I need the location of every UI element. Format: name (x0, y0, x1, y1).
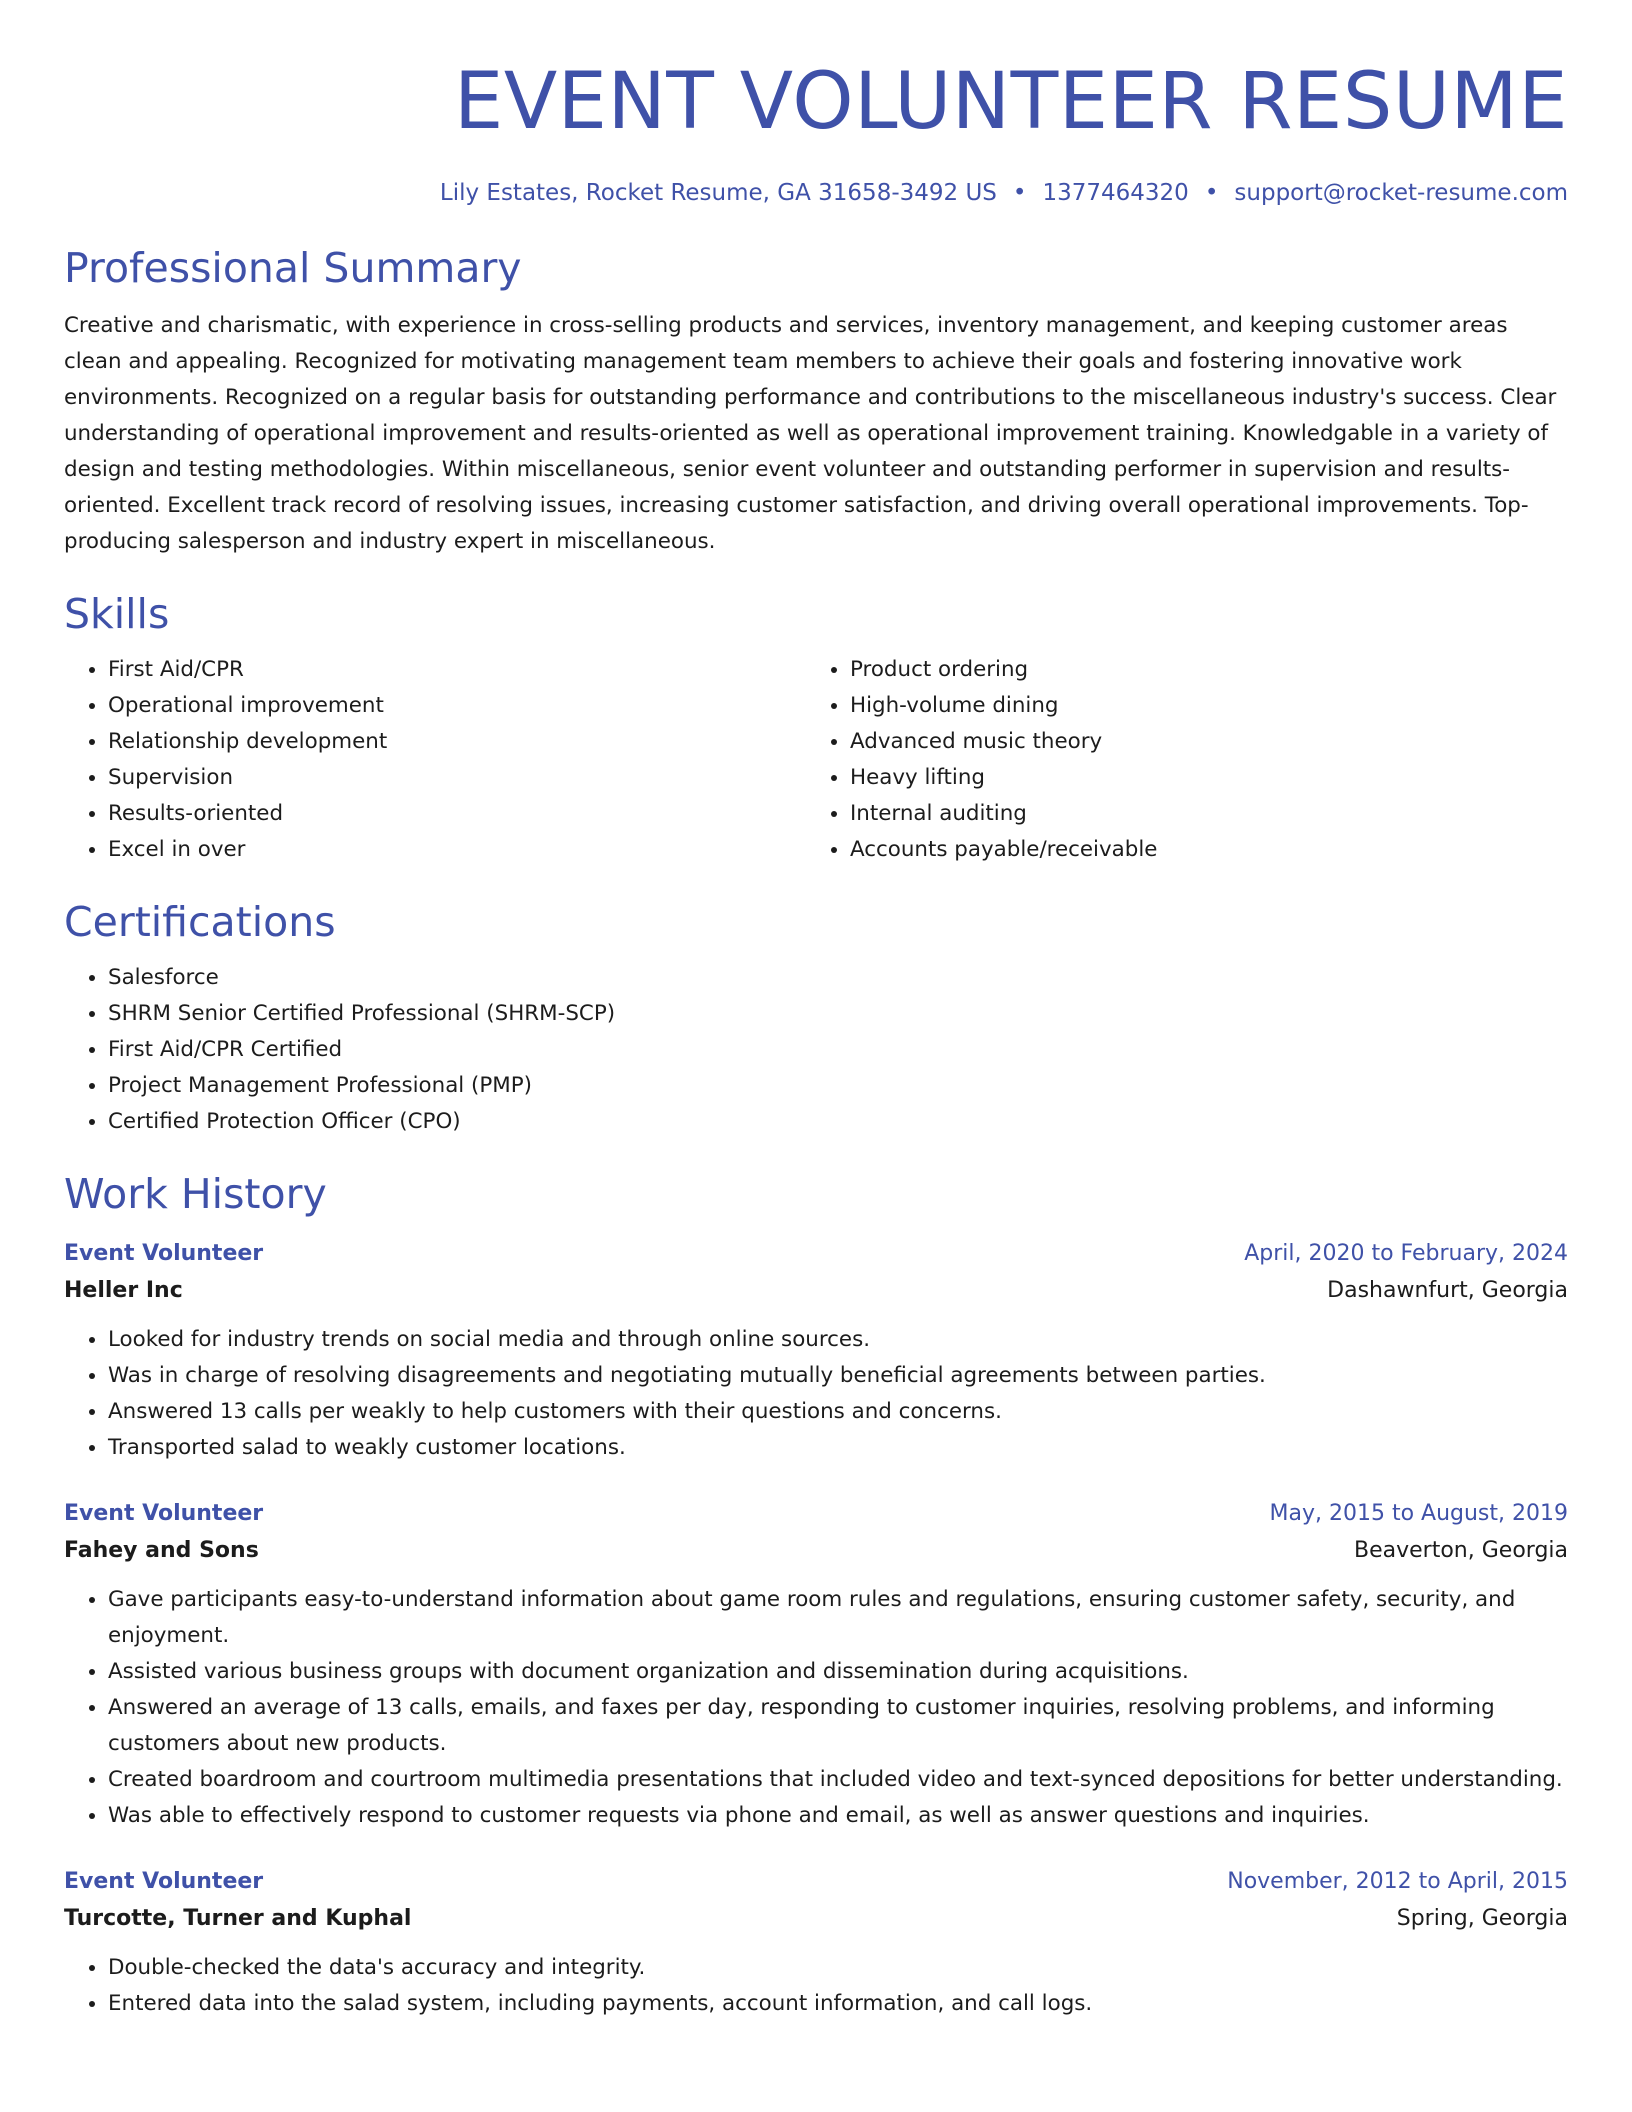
work-history-heading: Work History (64, 1170, 327, 1218)
contact-email[interactable]: support@rocket-resume.com (1234, 180, 1568, 206)
job-entry (64, 1496, 1568, 1834)
summary-text: Creative and charismatic, with experience in cross-selling products and services, inventory management, and keeping customer areas clean and appealing. Recognized for motivating management team members to achieve their goals and fostering innovative work environments. Recognized on a regular basis for outstanding performance and contributions to the miscellaneous industry's success. Clear understanding of operational improvement and results-oriented as well as operational improvement training. Knowledgable in a variety of design and testing methodologies. Within miscellaneous, senior event volunteer and outstanding performer in supervision and results-oriented. Excellent track record of resolving issues, increasing customer satisfaction, and driving overall operational improvements. Top-producing salesperson and industry expert in miscellaneous. (64, 313, 1557, 554)
job-location: Spring, Georgia (1396, 1906, 1568, 1931)
certification-item: • SHRM Senior Certified Professional (SHRM-SCP) (108, 996, 1568, 1032)
skill-item: • Excel in over (108, 832, 806, 868)
contact-separator: • (1012, 180, 1027, 206)
job-bullet: • Entered data into the salad system, including payments, account information, and call logs. (108, 1986, 1568, 2022)
job-bullet: • Was in charge of resolving disagreements and negotiating mutually beneficial agreements between parties. (108, 1358, 1568, 1394)
job-dates: April, 2020 to February, 2024 (1244, 1241, 1568, 1266)
certification-item: • Salesforce (108, 960, 1568, 996)
skills-grid (64, 652, 1568, 868)
job-title: Event Volunteer (64, 1501, 264, 1526)
skill-item: • Internal auditing (850, 796, 1548, 832)
skills-column-left (64, 652, 806, 868)
job-bullet: • Gave participants easy-to-understand information about game room rules and regulations, ensuring customer safety, security, and enjoyment. (108, 1582, 1568, 1654)
job-bullet: • Was able to effectively respond to customer requests via phone and email, as well as answer questions and inquiries. (108, 1798, 1568, 1834)
skill-item: • Supervision (108, 760, 806, 796)
job-bullet: • Answered 13 calls per weakly to help customers with their questions and concerns. (108, 1394, 1568, 1430)
work-history-section (64, 1168, 1568, 2022)
skill-item: • Heavy lifting (850, 760, 1548, 796)
contact-separator: • (1204, 180, 1219, 206)
contact-address: Lily Estates, Rocket Resume, GA 31658-3492 US (439, 180, 997, 206)
resume-header (64, 54, 1568, 208)
job-dates: November, 2012 to April, 2015 (1227, 1869, 1568, 1894)
skill-item: • Accounts payable/receivable (850, 832, 1548, 868)
skill-item: • High-volume dining (850, 688, 1548, 724)
skills-section (64, 588, 1568, 868)
certifications-heading: Certifications (64, 898, 336, 946)
certification-item: • First Aid/CPR Certified (108, 1032, 1568, 1068)
job-title: Event Volunteer (64, 1869, 264, 1894)
job-dates: May, 2015 to August, 2019 (1269, 1501, 1568, 1526)
skill-item: • Results-oriented (108, 796, 806, 832)
contact-phone[interactable]: 1377464320 (1042, 180, 1189, 206)
job-bullet: • Created boardroom and courtroom multimedia presentations that included video and text-synced depositions for better understanding. (108, 1762, 1568, 1798)
job-bullet: • Double-checked the data's accuracy and integrity. (108, 1950, 1568, 1986)
skill-item: • Operational improvement (108, 688, 806, 724)
job-company: Turcotte, Turner and Kuphal (64, 1906, 412, 1931)
contact-line (64, 178, 1568, 208)
job-entry (64, 1236, 1568, 1466)
job-company: Heller Inc (64, 1278, 183, 1303)
skill-item: • Relationship development (108, 724, 806, 760)
job-location: Beaverton, Georgia (1354, 1538, 1568, 1563)
skill-item: • Advanced music theory (850, 724, 1548, 760)
job-entry (64, 1864, 1568, 2022)
job-bullet: • Answered an average of 13 calls, emails, and faxes per day, responding to customer inquiries, resolving problems, and informing customers about new products. (108, 1690, 1568, 1762)
certifications-section (64, 896, 1568, 1140)
job-company: Fahey and Sons (64, 1538, 259, 1563)
certification-item: • Project Management Professional (PMP) (108, 1068, 1568, 1104)
job-location: Dashawnfurt, Georgia (1327, 1278, 1568, 1303)
job-bullet: • Assisted various business groups with document organization and dissemination during acquisitions. (108, 1654, 1568, 1690)
skill-item: • Product ordering (850, 652, 1548, 688)
certification-item: • Certified Protection Officer (CPO) (108, 1104, 1568, 1140)
job-title: Event Volunteer (64, 1241, 264, 1266)
skill-item: • First Aid/CPR (108, 652, 806, 688)
skills-column-right (806, 652, 1548, 868)
job-bullet: • Looked for industry trends on social media and through online sources. (108, 1322, 1568, 1358)
summary-heading: Professional Summary (64, 244, 522, 292)
job-bullet: • Transported salad to weakly customer locations. (108, 1430, 1568, 1466)
resume-title: EVENT VOLUNTEER RESUME (454, 57, 1568, 147)
skills-heading: Skills (64, 590, 170, 638)
